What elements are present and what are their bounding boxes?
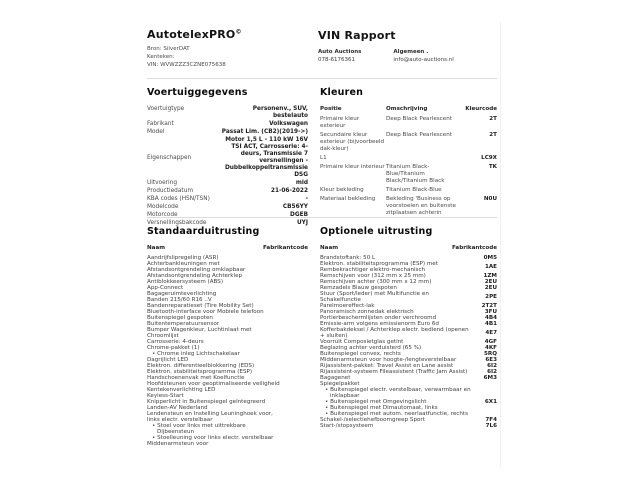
- equipment-item-name: Remschijven voor (312 mm x 25 mm): [320, 272, 426, 279]
- color-table-row: [320, 187, 497, 194]
- equipment-item-code: 2PE: [485, 293, 497, 300]
- colors-col-positie: Positie: [320, 106, 342, 112]
- standard-col-code: Fabrikantcode: [262, 245, 308, 251]
- color-table-row: [320, 164, 497, 185]
- equipment-item-row: [147, 441, 308, 447]
- equipment-item-name: Remschijven achter (300 mm x 12 mm): [320, 278, 432, 285]
- vehicle-data-value: Personenv., SUV, bestelauto: [252, 106, 308, 119]
- color-table-row: [320, 116, 497, 130]
- standard-col-naam: Naam: [147, 245, 166, 251]
- equipment-item-name: Buitenspiegel convex, rechts: [320, 350, 401, 357]
- equipment-item-name: Brandstoftank: 50 L: [320, 254, 376, 261]
- contact-row: [318, 49, 454, 65]
- equipment-item-name: Hoofdsteunen voor geoptimaliseerde veiligheid: [147, 380, 280, 387]
- equipment-item-name: Elektron. stabiliteitsprogramma (ESP): [147, 368, 253, 375]
- company-contact: [318, 49, 361, 65]
- app-title-text: AutotelexPRO: [147, 28, 236, 41]
- vehicle-data-row: [147, 106, 308, 120]
- equipment-item-name: Rijassistent-pakket: Travel Assist en Lane assist: [320, 362, 454, 369]
- vehicle-data-label: Eigenschappen: [147, 154, 192, 161]
- equipment-item-name: Bandenreparatieset (Tire Mobility Set): [147, 302, 254, 309]
- equipment-item-name: Parelmoereffect-lak: [320, 302, 375, 309]
- color-positie-cell: L1: [320, 155, 327, 161]
- vehicle-data-label: Motorcode: [147, 212, 178, 218]
- report-header-right: [318, 29, 454, 65]
- column-gap: [308, 218, 320, 447]
- vehicle-data-value: Volkswagen: [269, 121, 308, 127]
- equipment-item-name: Chrome-pakket (1): [147, 344, 200, 351]
- colors-section-title: Kleuren: [320, 87, 364, 98]
- vehicle-data-value: Passat Lim. (CB2)(2019->): [221, 129, 308, 135]
- equipment-item-row: [320, 387, 497, 399]
- kenteken-line: Kenteken:: [147, 53, 175, 60]
- equipment-item-code: 4B4: [484, 314, 497, 321]
- color-table-row: [320, 196, 497, 217]
- equipment-item-name: Carrosserie: 4-deurs: [147, 338, 204, 345]
- color-positie-cell: Kleur bekleding: [320, 187, 364, 193]
- color-omschrijving-cell: Titanium Black-Blue: [386, 187, 442, 193]
- equipment-item-code: 6X1: [484, 398, 497, 405]
- equipment-item-name: Panoramisch zonnedak elektrisch: [320, 308, 414, 315]
- color-positie-cell: Primaire kleur exterieur: [320, 116, 360, 129]
- equipment-item-name: Remzadels Blauw gespoten: [320, 284, 397, 291]
- equipment-item-code: 6E3: [485, 356, 497, 363]
- colors-table-rows: [320, 116, 497, 217]
- equipment-item-name: Middenarmsteun voor: [147, 440, 209, 447]
- equipment-item-name: Emissie-arm volgens emissienorm Euro 6d: [320, 320, 439, 327]
- equipment-item-name: Banden 215/60 R16 ..V: [147, 296, 212, 303]
- equipment-item-row: [147, 411, 308, 423]
- equipment-item-name: • Stoelleuning voor links electr. verstelbaar: [147, 435, 282, 441]
- equipment-item-name: Bagagenet: [320, 374, 351, 381]
- vehicle-data-row: [147, 188, 308, 195]
- color-kleurcode-cell: TK: [488, 164, 497, 170]
- equipment-item-row: [320, 327, 497, 339]
- equipment-item-name: Buitenspiegel gespoten: [147, 314, 213, 321]
- equipment-item-code: 7L6: [485, 422, 497, 429]
- equipment-item-code: 6M3: [483, 374, 497, 381]
- equipment-item-code: 4B1: [484, 320, 497, 327]
- equipment-item-name: • Buitenspiegel electr. verstelbaar, verwarmbaar en inklapbaar: [320, 387, 471, 399]
- color-kleurcode-cell: LC9X: [481, 155, 497, 161]
- equipment-item-name: Stuur (Sport/leder) met Multifunctie en Schakelfunctie: [320, 290, 429, 303]
- equipment-item-row: [147, 261, 308, 273]
- equipment-item-name: Portierbeschermlijsten onder verchroomd: [320, 314, 437, 321]
- report-title: VIN Rapport: [318, 29, 396, 42]
- vehicle-data-value: UYJ: [296, 220, 308, 226]
- equipment-item-row: [320, 261, 497, 273]
- equipment-item-name: Elektron. differentieelblokkering (EDS): [147, 362, 255, 369]
- vehicle-data-row: [147, 121, 308, 128]
- optional-equipment-header: [320, 245, 497, 252]
- colors-section: [320, 79, 497, 217]
- equipment-item-name: App-Connect: [147, 284, 184, 291]
- optional-equipment-list: [320, 255, 497, 429]
- bottom-sections: [147, 218, 497, 447]
- color-table-row: [320, 155, 497, 162]
- company-phone: 078-6176361: [318, 56, 355, 63]
- vehicle-data-row: [147, 196, 308, 203]
- equipment-item-name: Aandrijfslipregeling (ASR): [147, 254, 219, 261]
- colors-table-header: [320, 106, 497, 113]
- color-kleurcode-cell: N0U: [483, 196, 497, 202]
- vehicle-data-value: DGEB: [290, 212, 308, 218]
- equipment-item-name: Bluetooth-interface voor Mobiele telefoon: [147, 308, 264, 315]
- vehicle-data-label: Productiedatum: [147, 188, 194, 194]
- optional-col-code: Fabrikantcode: [451, 245, 497, 251]
- colors-col-kleurcode: Kleurcode: [465, 106, 497, 112]
- equipment-item-code: 7F4: [485, 416, 497, 423]
- equipment-item-name: Kentekenverlichting LED: [147, 386, 216, 393]
- equipment-item-name: Dagrijlicht LED: [147, 356, 189, 363]
- equipment-item-name: • Stoel voor links met uittrekbare Dijbeensteun: [147, 423, 282, 435]
- equipment-item-code: 0M5: [483, 254, 497, 261]
- equipment-item-code: 2EU: [484, 284, 497, 291]
- vehicle-data-label: Versnellingsbakcode: [147, 220, 207, 226]
- standard-equipment-list: [147, 255, 308, 447]
- equipment-item-row: [320, 423, 497, 429]
- equipment-item-row: [320, 291, 497, 303]
- equipment-item-code: 1ZM: [483, 272, 497, 279]
- standard-equipment-title: Standaarduitrusting: [147, 226, 260, 237]
- vehicle-data-row: [147, 180, 308, 187]
- equipment-item-name: Buitentemperatuursensor: [147, 320, 220, 327]
- vin-line: VIN: WVWZZZ3CZNE075638: [147, 61, 226, 68]
- general-contact: [393, 49, 453, 65]
- report-content: [147, 28, 497, 447]
- contact-name: Algemeen .: [393, 49, 429, 55]
- copyright-mark: ©: [235, 28, 242, 36]
- equipment-item-name: Beglazing achter verduisterd (65 %): [320, 344, 422, 351]
- vehicle-data-label: Modelcode: [147, 204, 179, 210]
- equipment-item-name: Kofferbakdeksel / Achterklep electr. bediend (openen + sluiten): [320, 326, 469, 339]
- equipment-item-name: • Buitenspiegel met autom. neerlaatfunctie, rechts: [320, 411, 471, 417]
- vehicle-data-label: Fabrikant: [147, 121, 174, 127]
- equipment-item-name: Antiblokkeersysteem (ABS): [147, 278, 224, 285]
- equipment-item-name: Bagageruimteverlichting: [147, 290, 217, 297]
- color-omschrijving-cell: Deep Black Pearlescent: [386, 116, 452, 122]
- contact-email: info@auto-auctions.nl: [393, 56, 454, 63]
- color-positie-cell: Materiaal bekleding: [320, 196, 376, 202]
- color-table-row: [320, 132, 497, 153]
- color-omschrijving-cell: Deep Black Pearlescent: [386, 132, 452, 138]
- equipment-item-code: 4KF: [484, 344, 497, 351]
- equipment-item-row: [147, 327, 308, 339]
- equipment-item-code: 6I2: [487, 368, 497, 375]
- color-positie-cell: Secundaire kleur exterieur (bijvoorbeeld dak-kleur): [320, 132, 385, 152]
- vehicle-data-label: Voertuigtype: [147, 106, 185, 112]
- company-name: Auto Auctions: [318, 49, 362, 55]
- optional-equipment-section: [320, 218, 497, 447]
- vehicle-section-title: Voertuiggegevens: [147, 87, 248, 98]
- vehicle-data-row: [147, 137, 308, 179]
- page-edge-divider: [500, 22, 501, 468]
- equipment-item-name: Knipperlicht in Buitenspiegel geïntegreerd: [147, 398, 266, 405]
- color-omschrijving-cell: Titanium Black-Blue/Titanium Black/Titanium Black: [386, 164, 445, 184]
- equipment-item-name: • Chrome inleg Lichtschakelaar: [147, 351, 282, 357]
- equipment-item-name: Voorruit Composietglas getint: [320, 338, 404, 345]
- report-header: [147, 28, 497, 78]
- equipment-item-name: Landen-AV Nederland: [147, 404, 208, 411]
- equipment-item-name: Lendensteun en Instelling Leuninghoek voor, links electr. verstelbaar: [147, 410, 273, 423]
- vehicle-data-label: Model: [147, 129, 165, 135]
- color-positie-cell: Primaire kleur interieur: [320, 164, 385, 170]
- equipment-item-name: • Buitenspiegel met Omgevingslicht: [320, 399, 471, 405]
- equipment-item-name: Start-/stopsysteem: [320, 422, 374, 429]
- equipment-item-name: Middenarmsteun voor hoogte-/lengteverstelbaar: [320, 356, 457, 363]
- equipment-item-name: Rijassistent-systeem Fileassistent (Traffic Jam Assist): [320, 368, 468, 375]
- equipment-item-name: Keyless-Start: [147, 392, 184, 399]
- equipment-item-code: 6I2: [487, 362, 497, 369]
- standard-equipment-section: [147, 218, 308, 447]
- equipment-item-code: 3FU: [484, 308, 497, 315]
- vehicle-data-value: mid: [295, 180, 308, 186]
- vehicle-rows: [147, 106, 308, 227]
- vehicle-data-row: [147, 129, 308, 136]
- color-kleurcode-cell: 2T: [489, 116, 497, 122]
- equipment-item-name: Spiegelpakket: [320, 380, 360, 387]
- equipment-item-name: • Buitenspiegel met Dimautomaat, links: [320, 405, 471, 411]
- vehicle-data-value: -: [305, 196, 308, 202]
- equipment-item-name: Elektron. stabiliteitsprogramma (ESP) met Rembekrachtiger elektro-mechanisch: [320, 260, 438, 273]
- optional-col-naam: Naam: [320, 245, 339, 251]
- equipment-item-name: Afstandsontgrendeling Achterklep: [147, 272, 243, 279]
- vehicle-data-value: 21-06-2022: [270, 188, 308, 194]
- colors-col-omschrijving: Omschrijving: [386, 106, 428, 112]
- source-line: Bron: SilverDAT: [147, 46, 190, 52]
- optional-equipment-title: Optionele uitrusting: [320, 226, 433, 237]
- vehicle-data-value: CB56YY: [282, 204, 308, 210]
- vehicle-section: [147, 79, 308, 226]
- equipment-item-code: 4E7: [485, 329, 497, 336]
- top-sections: [147, 79, 497, 226]
- vehicle-data-row: [147, 204, 308, 211]
- equipment-item-code: 2T2T: [481, 302, 497, 309]
- vehicle-data-label: Uitvoering: [147, 180, 178, 186]
- equipment-item-row: [147, 423, 308, 435]
- equipment-item-code: 1AE: [484, 263, 497, 270]
- equipment-item-code: 5RQ: [484, 350, 497, 357]
- vehicle-data-label: KBA codes (HSN/TSN): [147, 196, 210, 202]
- color-kleurcode-cell: 2T: [489, 132, 497, 138]
- vehicle-data-value: Motor 1,5 L - 110 kW 16V TSI ACT, Carrosserie: 4-deurs, Transmissie 7 versnellingen - Dubbelkoppeltransmissie DSG: [224, 137, 308, 178]
- equipment-item-code: 2EU: [484, 278, 497, 285]
- standard-equipment-header: [147, 245, 308, 252]
- equipment-item-code: 4GF: [484, 338, 497, 345]
- equipment-item-name: Schakel-/selectiehefboomgreep Sport: [320, 416, 425, 423]
- column-gap: [308, 79, 320, 217]
- equipment-item-name: Bumper Wagenkleur, Luchtinlaat met Chroomlijst: [147, 326, 252, 339]
- equipment-item-name: Handschoenenvak met Koelfunctie: [147, 374, 245, 381]
- equipment-item-name: Achterbankleuningen met Afstandsontgrendeling omklapbaar: [147, 260, 246, 273]
- color-omschrijving-cell: Bekleding 'Business op voorstoelen en buitenste zitplaatsen achterin: [386, 196, 456, 216]
